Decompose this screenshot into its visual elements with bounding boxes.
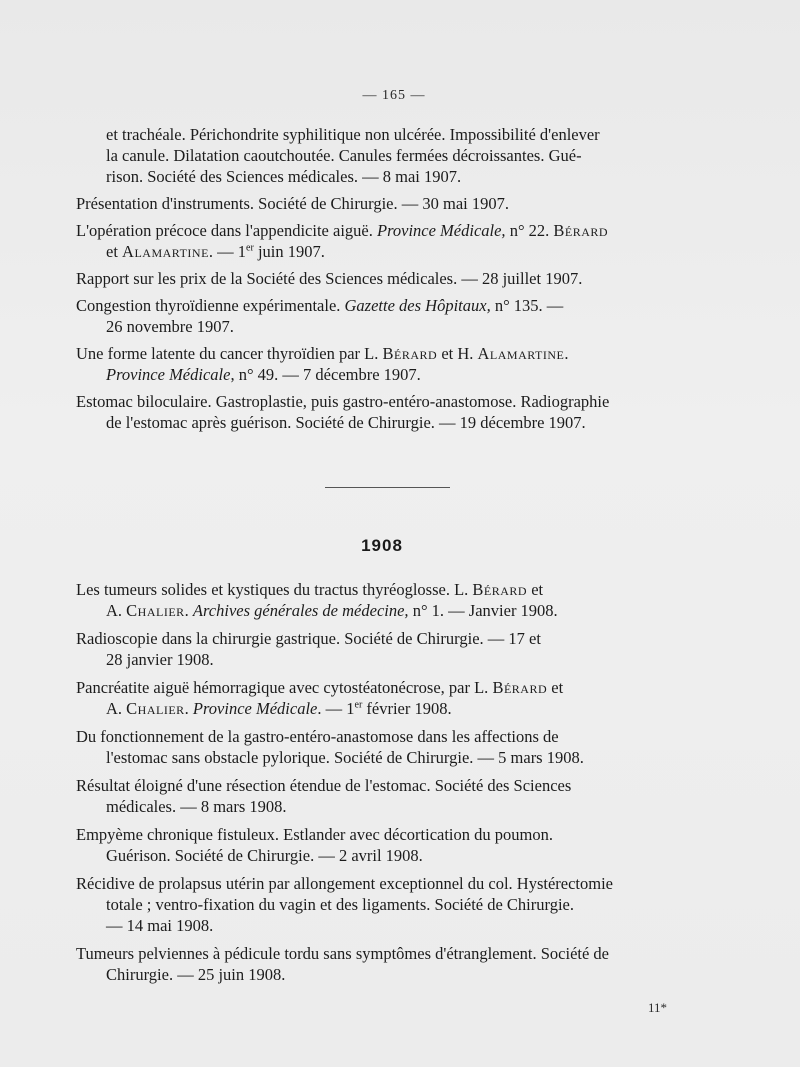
superscript: er — [246, 242, 254, 254]
entry-line: totale ; ventro-fixation du vagin et des ligaments. Société de Chirurgie. — [106, 895, 574, 914]
entry-line: médicales. — 8 mars 1908. — [106, 797, 287, 816]
entry-text: et — [547, 678, 564, 697]
journal-title: Province Médicale, — [376, 221, 506, 240]
entry-line: Empyème chronique fistuleux. Estlander avec décortication du poumon. — [76, 825, 553, 844]
entry-text: . — [564, 344, 569, 363]
entry-line: la canule. Dilatation caoutchoutée. Canules fermées décroissantes. Gué- — [106, 146, 582, 165]
list-item — [76, 343, 704, 385]
superscript: er — [354, 699, 363, 711]
journal-title: Gazette des Hôpitaux, — [344, 296, 491, 315]
list-item — [76, 775, 704, 817]
entry-text: . — 1 — [208, 242, 247, 261]
entry-text: et — [527, 580, 544, 599]
entries-1908 — [76, 579, 704, 985]
entry-line: — 14 mai 1908. — [106, 916, 214, 935]
list-item — [76, 268, 704, 289]
entry-line: et trachéale. Périchondrite syphilitique non ulcérée. Impossibilité d'enlever — [106, 125, 600, 144]
entry-line: Rapport sur les prix de la Société des Sciences médicales. — 28 juillet 1907. — [76, 269, 583, 288]
journal-title: Province Médicale — [106, 365, 231, 384]
entry-text: et H. — [437, 344, 478, 363]
entry-line: Présentation d'instruments. Société de Chirurgie. — 30 mai 1907. — [76, 194, 509, 213]
entry-line — [76, 600, 704, 621]
author-name: Chalier — [126, 601, 185, 620]
entry-text: , n° 49. — 7 décembre 1907. — [230, 365, 421, 384]
entry-line — [76, 579, 704, 600]
entry-line: Guérison. Société de Chirurgie. — 2 avril 1908. — [106, 846, 423, 865]
entry-text: n° 22. — [505, 221, 554, 240]
entry-line: Résultat éloigné d'une résection étendue de l'estomac. Société des Sciences — [76, 776, 572, 795]
list-item — [76, 824, 704, 866]
list-item — [76, 391, 704, 433]
list-item — [76, 193, 704, 214]
list-item — [76, 579, 704, 621]
list-item — [76, 726, 704, 768]
list-item — [76, 628, 704, 670]
signature-mark: 11* — [648, 1000, 668, 1015]
entry-line: Récidive de prolapsus utérin par allongement exceptionnel du col. Hystérectomie — [76, 874, 613, 893]
list-item — [76, 873, 704, 936]
entry-line: Du fonctionnement de la gastro-entéro-anastomose dans les affections de — [76, 727, 559, 746]
entry-text: Une forme latente du cancer thyroïdien par L. — [76, 344, 383, 363]
entry-text: . — [184, 699, 193, 718]
list-item — [76, 677, 704, 719]
entry-text: n° 135. — — [490, 296, 564, 315]
entry-line: Chirurgie. — 25 juin 1908. — [106, 965, 286, 984]
entry-text: A. — [106, 601, 127, 620]
entry-line — [76, 364, 704, 385]
author-name: Bérard — [382, 344, 438, 363]
entry-line — [76, 698, 704, 719]
entry-line: rison. Société des Sciences médicales. — 8 mai 1907. — [106, 167, 462, 186]
entry-line — [76, 220, 704, 241]
entry-line: Estomac biloculaire. Gastroplastie, puis gastro-entéro-anastomose. Radiographie — [76, 392, 610, 411]
entry-text: Les tumeurs solides et kystiques du tractus thyréoglosse. L. — [76, 580, 473, 599]
entry-text: A. — [106, 699, 127, 718]
entry-text: . — 1 — [317, 699, 355, 718]
author-name: Alamartine — [122, 242, 209, 261]
entry-line: de l'estomac après guérison. Société de Chirurgie. — 19 décembre 1907. — [106, 413, 586, 432]
page-number: — 165 — — [362, 88, 426, 103]
author-name: Chalier — [126, 699, 185, 718]
entry-text: n° 1. — Janvier 1908. — [408, 601, 558, 620]
journal-title: Archives générales de médecine, — [192, 601, 409, 620]
entry-line: Tumeurs pelviennes à pédicule tordu sans symptômes d'étranglement. Société de — [76, 944, 609, 963]
entry-text: Congestion thyroïdienne expérimentale. — [76, 296, 345, 315]
author-name: Bérard — [492, 678, 548, 697]
author-name: Bérard — [472, 580, 528, 599]
entry-line: 28 janvier 1908. — [106, 650, 214, 669]
entry-line — [76, 295, 704, 316]
list-item — [76, 295, 704, 337]
entry-text: et — [106, 242, 123, 261]
section-divider — [325, 487, 450, 488]
entry-text: . — [184, 601, 193, 620]
entry-line — [76, 677, 704, 698]
entries-1907 — [76, 124, 704, 433]
journal-title: Province Médicale — [192, 699, 318, 718]
entry-text: Pancréatite aiguë hémorragique avec cytostéatonécrose, par L. — [76, 678, 493, 697]
entry-line — [76, 343, 704, 364]
entry-line: Radioscopie dans la chirurgie gastrique. Société de Chirurgie. — 17 et — [76, 629, 541, 648]
entry-line: l'estomac sans obstacle pylorique. Société de Chirurgie. — 5 mars 1908. — [106, 748, 584, 767]
entry-text: février 1908. — [362, 699, 452, 718]
entry-text: juin 1907. — [253, 242, 325, 261]
author-name: Bérard — [553, 221, 609, 240]
list-item — [76, 943, 704, 985]
entry-text: L'opération précoce dans l'appendicite aiguë. — [76, 221, 377, 240]
list-item — [76, 220, 704, 262]
entry-line — [76, 241, 704, 262]
year-heading: 1908 — [361, 536, 403, 555]
list-item — [76, 124, 704, 187]
author-name: Alamartine — [477, 344, 565, 363]
entry-line: 26 novembre 1907. — [106, 317, 234, 336]
